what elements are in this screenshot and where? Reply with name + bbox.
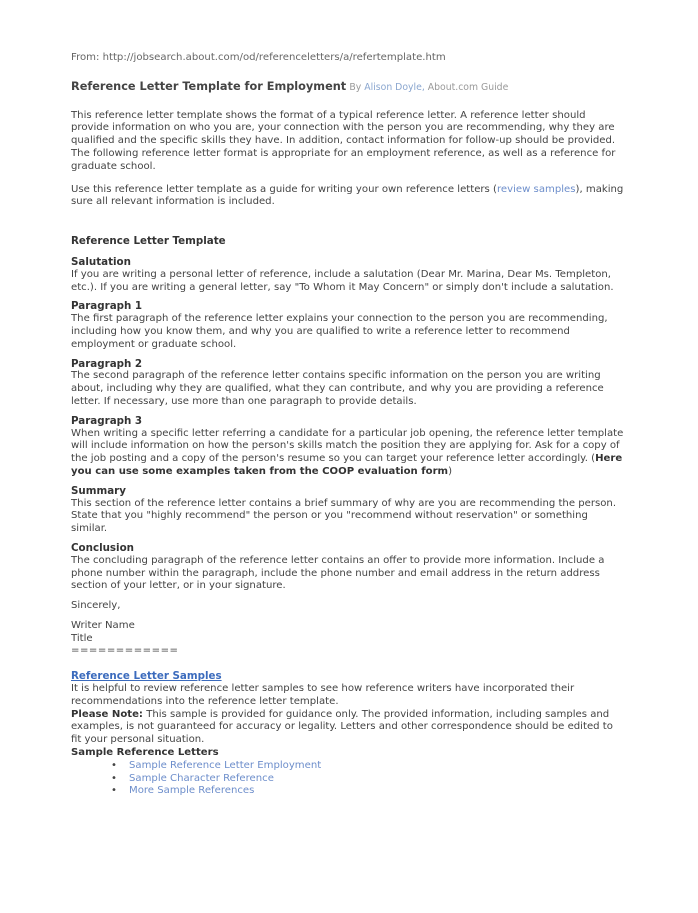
salutation-heading: Salutation [71, 255, 131, 268]
intro2-before: Use this reference letter template as a guide for writing your own reference letters ( [71, 183, 497, 195]
reference-letter-samples-link[interactable]: Reference Letter Samples [71, 670, 222, 683]
salutation-body: If you are writing a personal letter of reference, include a salutation (Dear Mr. Marina, Dear Ms. Templeton, etc.). If you are writing a general letter, say "To Whom it May Concern" or simply don't include a salutation. [71, 268, 614, 293]
please-note [71, 709, 626, 747]
please-note-label: Please Note: [71, 708, 143, 720]
writer-name: Writer Name [71, 619, 135, 631]
conclusion-body: The concluding paragraph of the reference letter contains an offer to provide more information. Include a phone number within the paragraph, include the phone number and email address in the return address section of your letter, or in your signature. [71, 554, 605, 592]
sample-employment-link[interactable]: Sample Reference Letter Employment [129, 759, 322, 771]
paragraph3-end: ) [448, 465, 453, 477]
source-line: From: http://jobsearch.about.com/od/referenceletters/a/refertemplate.htm [71, 52, 446, 63]
summary-heading: Summary [71, 484, 126, 497]
sample-links-list [71, 760, 626, 798]
summary-body: This section of the reference letter contains a brief summary of why are you are recommending the person. State that you "highly recommend" the person or you "recommend without reservation" or something similar. [71, 497, 617, 535]
paragraph2-body: The second paragraph of the reference letter contains specific information on the person you are writing about, including why they are qualified, what they can contribute, and why you are providing a reference letter. If necessary, use more than one paragraph to provide details. [71, 370, 604, 407]
bullet-icon: • [111, 772, 117, 784]
byline-by: By [349, 81, 362, 93]
paragraph3-heading: Paragraph 3 [71, 414, 143, 427]
more-samples-link[interactable]: More Sample References [129, 785, 255, 797]
intro-paragraph: This reference letter template shows the format of a typical reference letter. A reference letter should provide information on who you are, your connection with the person you are recommending, why they are qualified and the specific skills they have. In addition, contact information for follow-up should be provided. The following reference letter format is appropriate for an employment reference, as well as a reference for graduate school. [71, 109, 616, 172]
author-link[interactable]: Alison Doyle, [364, 81, 425, 93]
byline-site: About.com Guide [427, 81, 509, 93]
review-samples-link[interactable]: review samples [496, 183, 576, 195]
intro2-after: ), making sure all relevant information is included. [71, 183, 624, 208]
title-row [71, 81, 626, 95]
sample-character-link[interactable]: Sample Character Reference [129, 772, 274, 784]
paragraph1-heading: Paragraph 1 [71, 300, 143, 313]
paragraph3-body [71, 428, 626, 479]
list-item [111, 785, 626, 798]
bullet-icon: • [111, 759, 117, 771]
conclusion-heading: Conclusion [71, 541, 134, 554]
coop-examples-note: Here you can use some examples taken from the COOP evaluation form [71, 453, 623, 477]
document-title: Reference Letter Template for Employment [71, 79, 347, 93]
please-note-body: This sample is provided for guidance only. The provided information, including samples and examples, is not guaranteed for accuracy or legality. Letters and other correspondence should be edited to fit your personal situation. [71, 708, 613, 746]
intro-paragraph-2 [71, 184, 626, 210]
sample-letters-heading: Sample Reference Letters [71, 747, 219, 759]
bullet-icon: • [111, 785, 117, 797]
paragraph1-body: The first paragraph of the reference letter explains your connection to the person you are recommending, including how you know them, and why you are qualified to write a reference letter to recommend employment or graduate school. [71, 313, 608, 350]
divider-line: ============ [71, 645, 179, 657]
writer-title: Title [71, 632, 93, 644]
document-content [71, 52, 626, 798]
byline [349, 82, 508, 93]
paragraph2-heading: Paragraph 2 [71, 357, 143, 370]
template-heading: Reference Letter Template [71, 235, 226, 248]
list-item [111, 773, 626, 786]
paragraph3-text: When writing a specific letter referring a candidate for a particular job opening, the reference letter template will include information on how the person's skills match the position they are applying for. Ask for a copy of the job posting and a copy of the person's resume so you can target your reference letter accordingly. ( [71, 427, 624, 465]
list-item [111, 760, 626, 773]
closing-line: Sincerely, [71, 600, 121, 612]
samples-body: It is helpful to review reference letter samples to see how reference writers have incorporated their recommendations into the reference letter template. [71, 683, 575, 707]
